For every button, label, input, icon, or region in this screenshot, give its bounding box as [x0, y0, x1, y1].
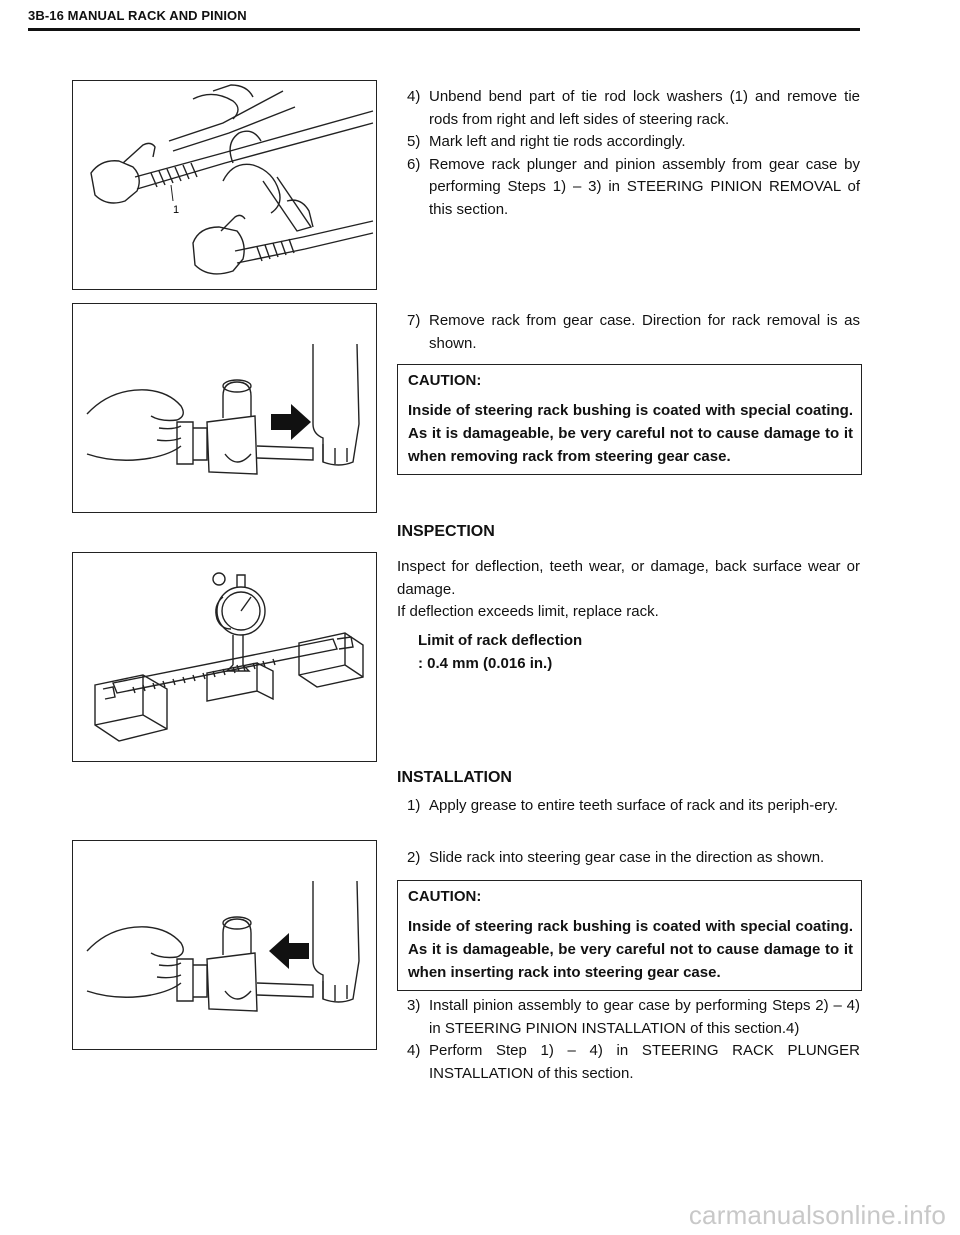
section1-steps — [397, 86, 860, 221]
caution-box-removal — [397, 364, 862, 475]
figure-rack-deflection — [72, 552, 377, 762]
step-text: Mark left and right tie rods accordingly. — [429, 133, 686, 150]
installation-step-1 — [397, 795, 860, 818]
step-number: 3) — [407, 997, 421, 1014]
figure-tie-rod-removal — [72, 80, 377, 290]
rack-deflection-spec — [418, 629, 582, 675]
installation-step-2 — [397, 847, 860, 870]
tie-rod-illustration — [73, 81, 376, 289]
inspection-heading: INSPECTION — [397, 523, 495, 540]
step-number: 4) — [407, 1042, 421, 1059]
caution-title: CAUTION: — [408, 372, 482, 389]
figure-rack-removal — [72, 303, 377, 513]
step-2-slide-rack — [397, 847, 860, 870]
step-5-mark — [397, 131, 860, 154]
page-header: 3B-16 MANUAL RACK AND PINION — [28, 8, 247, 23]
step-1-apply-grease — [397, 795, 860, 818]
caution-body: Inside of steering rack bushing is coated with special coating. As it is damageable, be very careful not to cause damage to it when inserting rack into steering gear case. — [408, 918, 853, 981]
inspection-text — [397, 556, 860, 624]
step-3-install-pinion — [397, 995, 860, 1040]
watermark: carmanualsonline.info — [688, 1200, 946, 1230]
step-text: Apply grease to entire teeth surface of rack and its periph-ery. — [429, 797, 839, 814]
inspection-paragraph-1: Inspect for deflection, teeth wear, or damage, back surface wear or damage. — [397, 558, 860, 598]
step-text: Install pinion assembly to gear case by performing Steps 2) – 4) in STEERING PINION INSTALLATION of this section.4) — [429, 997, 860, 1037]
step-number: 4) — [407, 88, 421, 105]
rack-removal-illustration — [73, 304, 376, 512]
caution-box-insertion — [397, 880, 862, 991]
installation-steps-3-4 — [397, 995, 860, 1085]
caution-body: Inside of steering rack bushing is coated with special coating. As it is damageable, be very careful not to cause damage to it when removing rack from steering gear case. — [408, 402, 853, 465]
step-number: 2) — [407, 849, 421, 866]
step-text: Unbend bend part of tie rod lock washers (1) and remove tie rods from right and left sides of steering rack. — [429, 88, 860, 128]
spec-label: Limit of rack deflection — [418, 632, 583, 649]
step-7-remove-rack — [397, 310, 860, 355]
step-number: 1) — [407, 797, 421, 814]
installation-heading: INSTALLATION — [397, 769, 512, 786]
step-number: 6) — [407, 155, 421, 173]
dial-gauge-illustration — [73, 553, 376, 761]
step-4-unbend — [397, 86, 860, 131]
section2-step — [397, 310, 860, 355]
step-text: Remove rack from gear case. Direction for rack removal is as shown. — [429, 312, 860, 352]
figure-rack-insertion — [72, 840, 377, 1050]
step-4-perform-plunger — [397, 1040, 860, 1085]
step-number: 7) — [407, 312, 421, 329]
step-number: 5) — [407, 133, 421, 150]
step-text: Perform Step 1) – 4) in STEERING RACK PLUNGER INSTALLATION of this section. — [429, 1042, 860, 1082]
header-rule — [28, 28, 860, 31]
figure-callout-1: 1 — [173, 204, 180, 216]
spec-value: : 0.4 mm (0.016 in.) — [418, 655, 553, 672]
step-text: Slide rack into steering gear case in the direction as shown. — [429, 849, 825, 866]
step-6-remove-plunger — [397, 154, 860, 222]
step-text: Remove rack plunger and pinion assembly from gear case by performing Steps 1) – 3) in STEERING PINION REMOVAL of this section. — [429, 155, 860, 218]
inspection-paragraph-2: If deflection exceeds limit, replace rack. — [397, 603, 659, 620]
rack-insertion-illustration — [73, 841, 376, 1049]
caution-title: CAUTION: — [408, 888, 482, 905]
